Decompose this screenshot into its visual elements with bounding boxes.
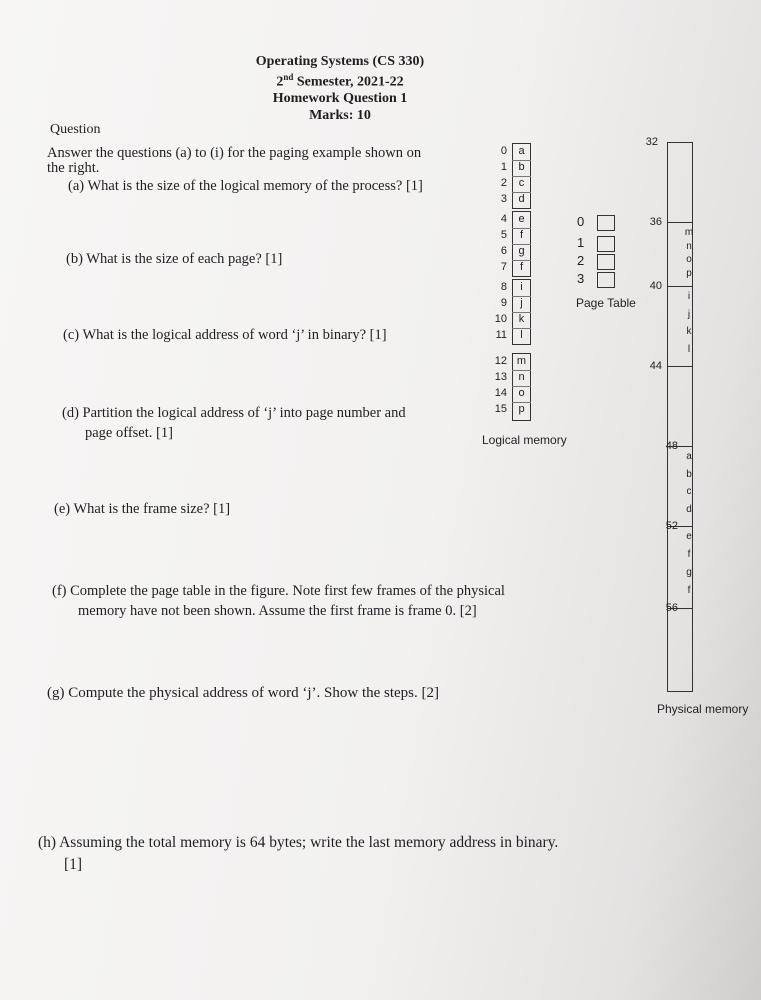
physical-cell: m (684, 227, 694, 238)
question-d-line-2: page offset. [1] (85, 425, 173, 441)
physical-memory-caption: Physical memory (657, 702, 749, 716)
logical-index: 13 (494, 371, 507, 383)
physical-address-label: 56 (665, 602, 678, 614)
logical-index: 7 (500, 261, 507, 273)
question-c: (c) What is the logical address of word ‘j’ in binary? [1] (63, 327, 387, 343)
logical-index: 8 (500, 281, 507, 293)
logical-cell: p (518, 403, 525, 415)
page-table-entry (597, 254, 615, 270)
physical-address-label: 40 (649, 280, 662, 292)
physical-cell: i (687, 291, 691, 302)
intro-line-2: the right. (47, 160, 100, 176)
physical-address-label: 32 (645, 136, 658, 148)
logical-index: 10 (494, 313, 507, 325)
marks-line: Marks: 10 (309, 108, 371, 123)
logical-index: 4 (500, 213, 507, 225)
logical-cell: m (516, 355, 527, 367)
question-e: (e) What is the frame size? [1] (54, 501, 231, 517)
logical-cell: e (518, 213, 525, 225)
logical-index: 1 (500, 161, 507, 173)
logical-index: 12 (494, 355, 507, 367)
page-table-index: 2 (577, 253, 585, 268)
logical-memory-caption: Logical memory (482, 433, 567, 447)
logical-index: 0 (500, 145, 507, 157)
physical-frame-divider (667, 222, 693, 223)
semester-suffix: nd (283, 72, 294, 82)
question-g: (g) Compute the physical address of word ‘j’. Show the steps. [2] (47, 685, 440, 701)
page-table-entry (597, 215, 615, 231)
logical-cell: f (519, 261, 524, 273)
logical-cell: g (518, 245, 525, 257)
logical-cell: j (520, 297, 523, 309)
physical-address-label: 36 (649, 216, 662, 228)
physical-cell: l (687, 343, 691, 355)
logical-cell: i (520, 281, 523, 293)
physical-cell: f (687, 549, 691, 560)
semester-number: 2 (276, 74, 284, 90)
physical-cell: g (686, 567, 692, 578)
page-table-entry (597, 272, 615, 288)
semester-line (180, 72, 500, 91)
logical-index: 14 (494, 387, 507, 399)
homework-title: Homework Question 1 (272, 91, 408, 106)
physical-address-label: 52 (665, 520, 678, 532)
question-f-line-2: memory have not been shown. Assume the first frame is frame 0. [2] (78, 603, 477, 619)
physical-frame-divider (667, 366, 693, 367)
physical-cell: n (686, 240, 692, 252)
physical-cell: j (687, 308, 691, 320)
page-table-index: 0 (577, 214, 585, 229)
logical-cell: n (518, 371, 525, 383)
semester-text: Semester, 2021-22 (293, 74, 404, 90)
logical-cell: l (520, 329, 523, 341)
logical-cell: b (518, 161, 525, 173)
question-a: (a) What is the size of the logical memory of the process? [1] (68, 178, 423, 194)
logical-index: 6 (500, 245, 507, 257)
intro-line-1: Answer the questions (a) to (i) for the paging example shown on (47, 145, 422, 161)
question-heading: Question (50, 122, 101, 137)
page-table-index: 1 (577, 235, 585, 250)
logical-cell: a (518, 145, 525, 157)
logical-index: 2 (500, 177, 507, 189)
logical-index: 11 (495, 329, 507, 341)
page-table-index: 3 (577, 271, 585, 286)
question-b: (b) What is the size of each page? [1] (66, 251, 283, 267)
physical-cell: d (686, 503, 692, 515)
logical-cell: c (518, 177, 525, 189)
physical-cell: p (686, 267, 692, 279)
course-title: Operating Systems (CS 330) (255, 54, 425, 69)
logical-cell: k (518, 313, 525, 325)
physical-cell: k (686, 326, 692, 337)
page-table-entry (597, 236, 615, 252)
question-h-line-1: (h) Assuming the total memory is 64 bytes; write the last memory address in binary. (38, 834, 559, 851)
logical-index: 3 (500, 193, 507, 205)
question-d-line-1: (d) Partition the logical address of ‘j’ into page number and (62, 405, 406, 421)
logical-cell: d (518, 193, 525, 205)
physical-frame-divider (667, 286, 693, 287)
physical-cell: o (686, 254, 692, 265)
physical-cell: c (686, 486, 692, 497)
logical-index: 9 (500, 297, 507, 309)
physical-cell: e (686, 531, 692, 542)
physical-address-label: 44 (649, 360, 662, 372)
question-f-line-1: (f) Complete the page table in the figure. Note first few frames of the physical (52, 583, 505, 599)
page-table-caption: Page Table (576, 296, 636, 310)
logical-cell: f (519, 229, 524, 241)
physical-address-label: 48 (665, 440, 678, 452)
logical-index: 15 (494, 403, 507, 415)
question-h-line-2: [1] (64, 856, 83, 873)
logical-index: 5 (500, 229, 507, 241)
physical-cell: f (687, 585, 691, 596)
logical-cell: o (518, 387, 525, 399)
physical-cell: b (686, 468, 692, 480)
physical-cell: a (686, 451, 692, 462)
